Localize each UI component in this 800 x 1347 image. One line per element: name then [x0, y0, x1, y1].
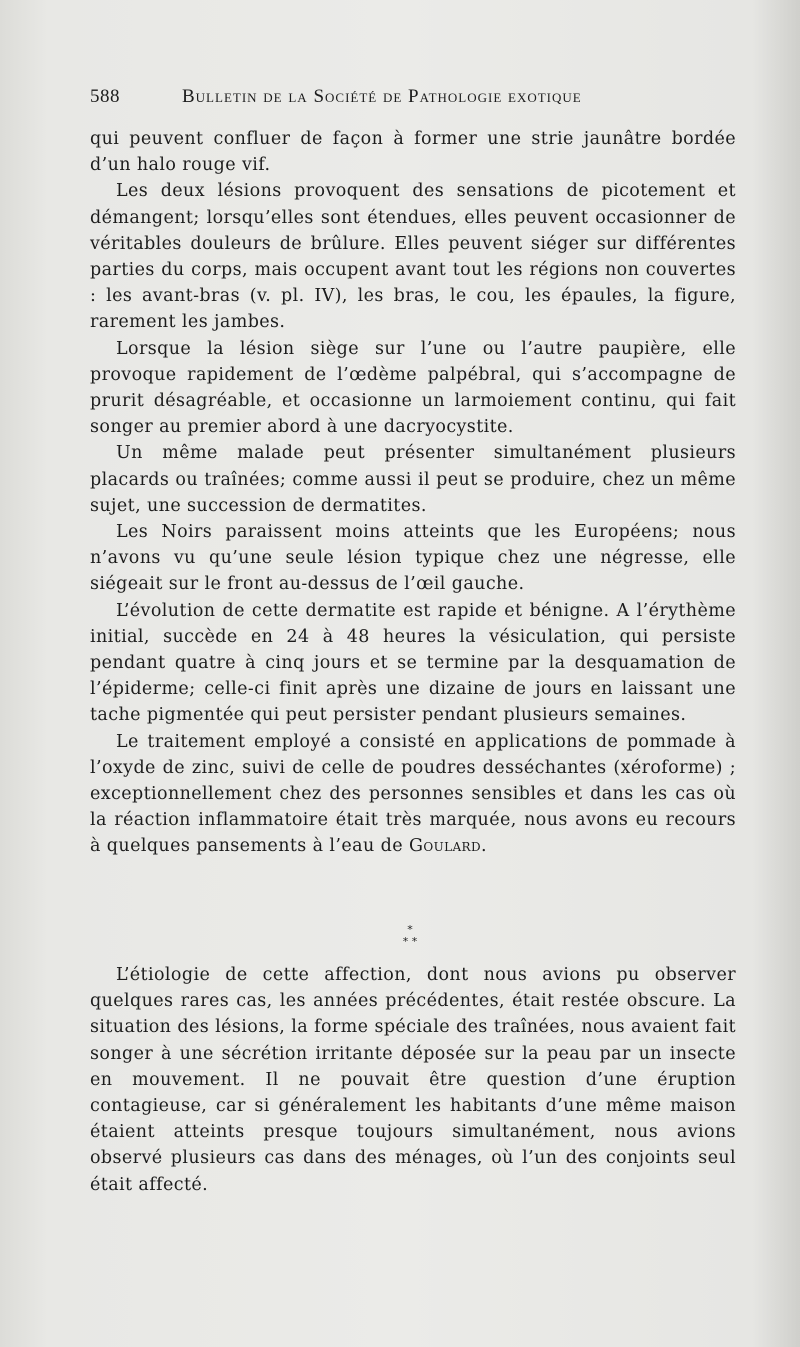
- page-number: 588: [90, 86, 120, 107]
- running-header: [90, 86, 736, 112]
- main-text-block: [90, 126, 736, 860]
- running-title: Bulletin de la Société de Pathologie exotique: [182, 86, 582, 107]
- paragraph: Les deux lésions provoquent des sensations de picotement et démangent; lorsqu’elles sont étendues, elles peuvent occasionner de véritables douleurs de brûlure. Elles peuvent siéger sur différentes parties du corps, mais occupent avant tout les régions non couvertes : les avant-bras (v. pl. IV), les bras, le cou, les épaules, la figure, rarement les jambes.: [90, 181, 736, 333]
- author-name: Goulard: [408, 836, 481, 857]
- paragraph: Un même malade peut présenter simultanément plusieurs placards ou traînées; comme aussi il peut se produire, chez un même sujet, une succession de dermatites.: [90, 443, 736, 516]
- paragraph-text: Le traitement employé a consisté en applications de pommade à l’oxyde de zinc, suivi de celle de poudres desséchantes (xéroforme) ; exceptionnellement chez des personnes sensibles et dans les cas où la réaction inflammatoire était très marquée, nous avons eu recours à quelques pansements à l’eau de: [90, 731, 736, 857]
- asterism-bottom: * *: [402, 935, 418, 948]
- paragraph-with-citation: [90, 729, 736, 860]
- section-asterism: [380, 924, 440, 958]
- paragraph: Lorsque la lésion siège sur l’une ou l’autre paupière, elle provoque rapidement de l’œdème palpébral, qui s’accompagne de prurit désagréable, et occasionne un larmoiement continu, qui fait songer au premier abord à une dacryocystite.: [90, 338, 736, 438]
- paragraph: Les Noirs paraissent moins atteints que les Européens; nous n’avons vu qu’une seule lésion typique chez une négresse, elle siégeait sur le front au-dessus de l’œil gauche.: [90, 522, 736, 595]
- paragraph: qui peuvent confluer de façon à former une strie jaunâtre bordée d’un halo rouge vif.: [90, 129, 736, 176]
- paragraph: L’évolution de cette dermatite est rapide et bénigne. A l’érythème initial, succède en 24 à 48 heures la vésiculation, qui persiste pendant quatre à cinq jours et se termine par la desquamation de l’épiderme; celle-ci finit après une dizaine de jours en laissant une tache pigmentée qui peut persister pendant plusieurs semaines.: [90, 600, 736, 726]
- asterism-top: *: [407, 923, 413, 936]
- author-suffix: .: [480, 836, 487, 857]
- paragraph: L’étiologie de cette affection, dont nous avions pu observer quelques rares cas, les années précédentes, était restée obscure. La situation des lésions, la forme spéciale des traînées, nous avaient fait songer à une sécrétion irritante déposée sur la peau par un insecte en mouvement. Il ne pouvait être question d’une éruption contagieuse, car si généralement les habitants d’une même maison étaient atteints presque toujours simultanément, nous avions observé plusieurs cas dans des ménages, où l’un des conjoints seul était affecté.: [90, 965, 736, 1195]
- second-text-block: [90, 962, 736, 1198]
